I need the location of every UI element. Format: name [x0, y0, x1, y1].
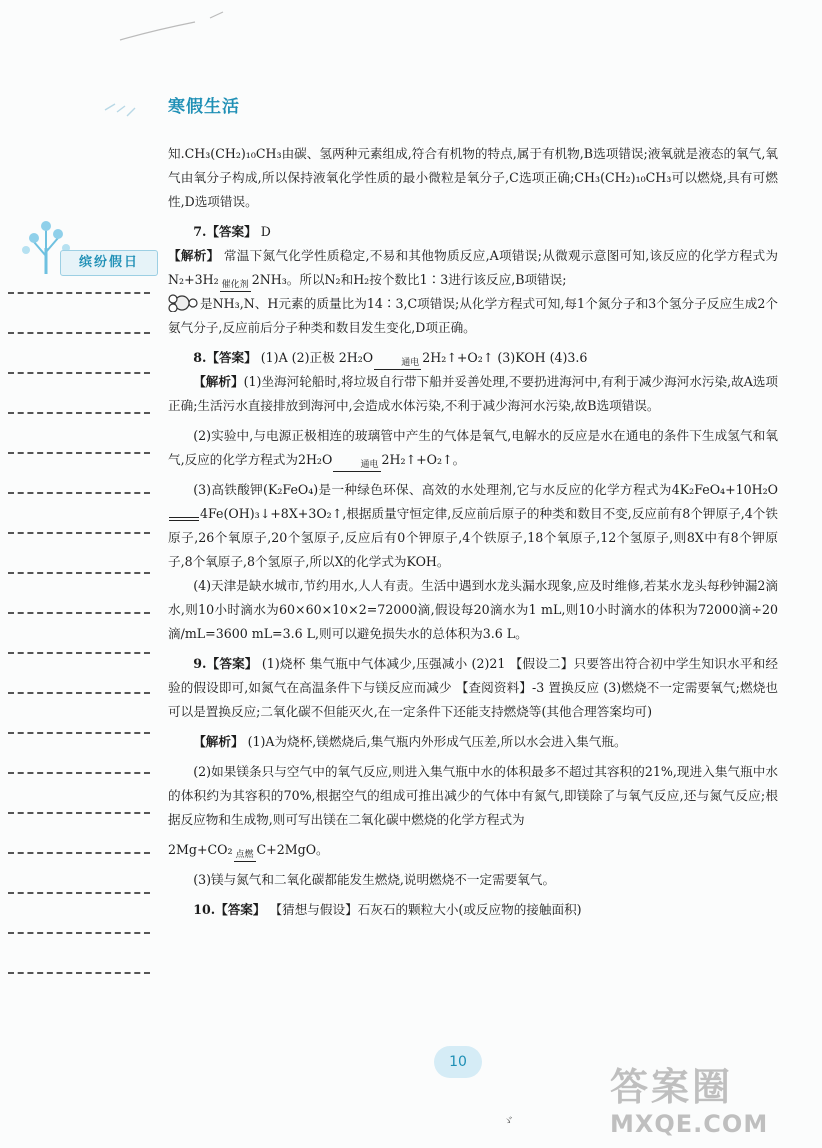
- q9-analysis-text-1: (1)A为烧杯,镁燃烧后,集气瓶内外形成气压差,所以水会进入集气瓶。: [247, 734, 627, 749]
- q8-answer-label: 8.【答案】: [193, 350, 257, 365]
- q9-reaction-condition: [234, 851, 256, 862]
- q7-reaction-condition: [220, 281, 251, 292]
- q10-answer-label: 10.【答案】: [193, 902, 266, 917]
- watermark-top: 答案圈: [610, 1065, 734, 1109]
- q7-analysis: [168, 244, 778, 292]
- q7-analysis-text-3: 是NH₃,N、H元素的质量比为14∶3,C项错误;从化学方程式可知,每1个氮分子和3个氢分子反应生成2个氨气分子,反应前后分子种类和数目发生变化,D项正确。: [168, 296, 778, 335]
- q8-answer-b: 2H₂↑+O₂↑ (3)KOH (4)3.6: [422, 350, 588, 365]
- q7-analysis-cont: [168, 292, 778, 340]
- answer-content: [168, 142, 778, 922]
- q7-answer-value: D: [260, 224, 271, 239]
- page-number: 10: [434, 1046, 482, 1078]
- q9-analysis-label: 【解析】: [193, 734, 244, 749]
- q9-equation: [168, 838, 778, 862]
- q9-analysis-1: [168, 730, 778, 754]
- q9-equation-right: C+2MgO。: [256, 842, 329, 857]
- q8-reaction-condition-2: [333, 461, 380, 472]
- q8-analysis-3: [168, 478, 778, 574]
- q9-analysis-2: (2)如果镁条只与空气中的氧气反应,则进入集气瓶中水的体积最多不超过其容积的21%,现进入集气瓶中水的体积约为其容积的70%,根据空气的组成可推出减少的气体中有氮气,即镁除了与氧气反应,还与氮气反应;根据反应物和生成物,则可写出镁在二氧化碳中燃烧的化学方程式为: [168, 764, 778, 827]
- q8-reaction-condition: [374, 359, 421, 370]
- q9-answer: [168, 652, 778, 724]
- watermark-logo: [610, 1065, 815, 1145]
- note-lines: [0, 282, 160, 1002]
- q9-analysis-3: (3)镁与氮气和二氧化碳都能发生燃烧,说明燃烧不一定需要氧气。: [193, 872, 556, 887]
- q7-analysis-text-1: 常温下氮气化学性质稳定,不易和其他物质反应,A项错误;从微观示意图可知,该反应的化学方程式为N₂+3H₂: [168, 248, 778, 287]
- q10-answer: [168, 898, 778, 922]
- q8-condition-label-2: 通电: [360, 460, 379, 470]
- q8-equals-sign: [169, 513, 199, 521]
- q8-analysis-text-3a: (3)高铁酸钾(K₂FeO₄)是一种绿色环保、高效的水处理剂,它与水反应的化学方程式为4K₂FeO₄+10H₂O: [193, 482, 778, 497]
- page-header-title: 寒假生活: [168, 97, 240, 117]
- q8-analysis-2: [168, 424, 778, 472]
- q8-analysis-label: 【解析】: [193, 374, 244, 389]
- ammonia-molecule-icon: [168, 294, 200, 312]
- q7-answer: [168, 220, 778, 244]
- q7-answer-label: 7.【答案】: [193, 224, 257, 239]
- q7-analysis-text-2: 2NH₃。所以N₂和H₂按个数比1∶3进行该反应,B项错误;: [251, 272, 567, 287]
- q8-analysis-text-1: (1)坐海河轮船时,将垃圾自行带下船并妥善处理,不要扔进海河中,有利于减少海河水污染,故A选项正确;生活污水直接排放到海河中,会造成水体污染,不利于减少海河水污染,故B选项错误。: [168, 374, 778, 413]
- paragraph-p1: 知.CH₃(CH₂)₁₀CH₃由碳、氢两种元素组成,符合有机物的特点,属于有机物,B选项错误;液氧就是液态的氧气,氧气由氧分子构成,所以保持液氧化学性质的最小微粒是氧分子,C选项正确;CH₃(CH₂)₁₀CH₃可以燃烧,具有可燃性,D选项错误。: [168, 146, 778, 209]
- q8-answer: [168, 346, 778, 370]
- watermark-bottom: MXQE.COM: [610, 1110, 769, 1138]
- q7-condition-label: 催化剂: [221, 280, 249, 290]
- q9-answer-text: (1)烧杯 集气瓶中气体减少,压强减小 (2)21 【假设二】只要答出符合初中学生知识水平和经验的假设即可,如氮气在高温条件下与镁反应而减少 【查阅资料】-3 置换反应 (3)燃烧不一定需要氧气;燃烧也可以是置换反应;二氧化碳不但能灭火,在一定条件下还能支持燃烧等(其他合理答案均可): [168, 656, 778, 719]
- handwritten-mark: ゞ: [502, 1114, 515, 1128]
- q10-answer-text: 【猜想与假设】石灰石的颗粒大小(或反应物的接触面积): [269, 902, 582, 917]
- q7-analysis-label: 【解析】: [168, 248, 220, 263]
- q8-answer-a: (1)A (2)正极 2H₂O: [260, 350, 374, 365]
- q9-condition-label: 点燃: [235, 850, 254, 860]
- q8-analysis-1: [168, 370, 778, 418]
- q8-analysis-text-2a: (2)实验中,与电源正极相连的玻璃管中产生的气体是氧气,电解水的反应是水在通电的条件下生成氢气和氧气,反应的化学方程式为2H₂O: [168, 428, 778, 467]
- q8-analysis-text-2b: 2H₂↑+O₂↑。: [381, 452, 466, 467]
- q8-analysis-text-3b: 4Fe(OH)₃↓+8X+3O₂↑,根据质量守恒定律,反应前后原子的种类和数目不变,反应前有8个钾原子,4个铁原子,26个氧原子,20个氢原子,反应后有0个钾原子,4个铁原子,18个氧原子,12个氢原子,则8X中有8个钾原子,8个氧原子,8个氢原子,所以X的化学式为KOH。: [168, 506, 778, 569]
- q9-answer-label: 9.【答案】: [193, 656, 258, 671]
- q9-equation-left: 2Mg+CO₂: [168, 842, 233, 857]
- q8-analysis-4: (4)天津是缺水城市,节约用水,人人有责。生活中遇到水龙头漏水现象,应及时维修,若某水龙头每秒钟漏2滴水,则10小时滴水为60×60×10×2=72000滴,假设每20滴水为1 mL,则10小时滴水的体积为72000滴÷20滴/mL=3600 mL=3.6 L,则可以避免损失水的总体积为3.6 L。: [168, 578, 778, 641]
- q8-condition-label: 通电: [401, 358, 420, 368]
- side-brand-label: 缤纷假日: [60, 250, 158, 276]
